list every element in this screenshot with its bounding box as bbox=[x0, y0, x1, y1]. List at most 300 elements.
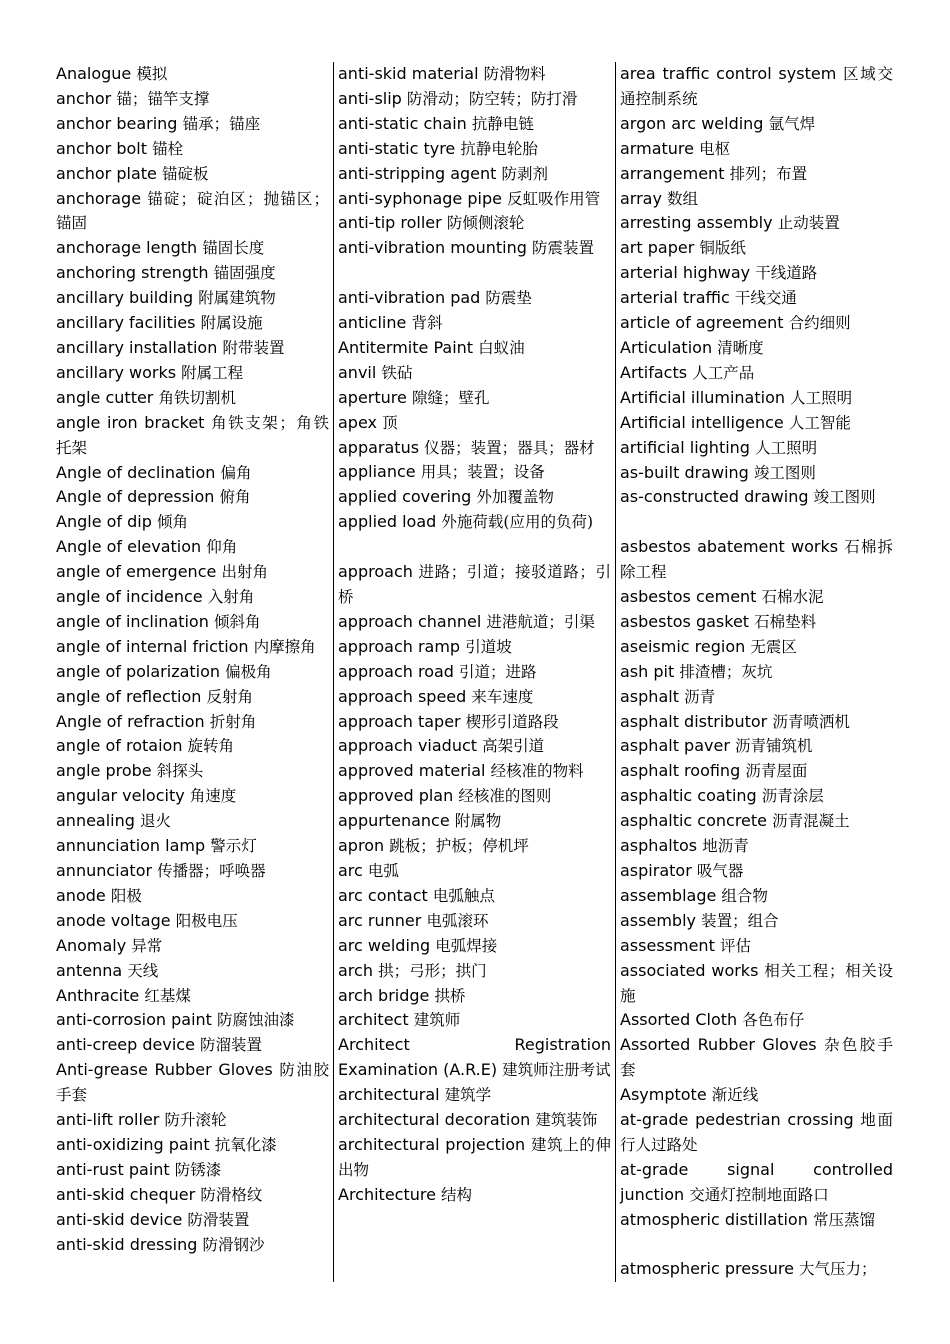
term-english: apron bbox=[338, 836, 385, 856]
term-english: Architecture bbox=[338, 1184, 436, 1204]
term-english: anti-corrosion paint bbox=[56, 1010, 212, 1030]
term-english: Angle of depression bbox=[56, 487, 215, 507]
glossary-entry bbox=[56, 1183, 329, 1208]
term-chinese: 抗静电链 bbox=[471, 114, 534, 133]
glossary-entry bbox=[338, 211, 611, 236]
term-english: applied covering bbox=[338, 487, 472, 507]
term-english: architectural decoration bbox=[338, 1110, 531, 1130]
glossary-entry bbox=[620, 535, 893, 585]
glossary-entry bbox=[620, 1083, 893, 1108]
term-chinese: 倾角 bbox=[156, 513, 188, 532]
term-english: approved material bbox=[338, 761, 486, 781]
glossary-entry bbox=[56, 710, 329, 735]
term-chinese: 吸气器 bbox=[696, 861, 744, 880]
term-english: Artificial intelligence bbox=[620, 412, 784, 432]
term-english: article of agreement bbox=[620, 313, 784, 333]
term-english: arc welding bbox=[338, 935, 431, 955]
term-chinese: 电弧 bbox=[367, 861, 399, 880]
term-chinese: 阳极 bbox=[110, 886, 142, 905]
glossary-entry bbox=[620, 859, 893, 884]
glossary-entry bbox=[338, 859, 611, 884]
glossary-entry bbox=[56, 809, 329, 834]
term-chinese: 人工照明 bbox=[790, 388, 853, 407]
glossary-entry bbox=[56, 1158, 329, 1183]
glossary-entry bbox=[338, 62, 611, 87]
glossary-entry bbox=[620, 759, 893, 784]
term-chinese: 锚碇板 bbox=[161, 164, 209, 183]
term-chinese: 旋转角 bbox=[187, 737, 235, 756]
term-chinese: 背斜 bbox=[411, 314, 443, 333]
glossary-page bbox=[56, 62, 894, 1282]
glossary-entry bbox=[620, 236, 893, 261]
term-chinese: 仪器；装置；器具；器材 bbox=[424, 438, 595, 457]
term-english: asphaltic concrete bbox=[620, 811, 767, 831]
glossary-entry bbox=[338, 485, 611, 510]
glossary-entry bbox=[56, 311, 329, 336]
glossary-entry bbox=[56, 934, 329, 959]
term-chinese: 排渣槽；灰坑 bbox=[679, 662, 773, 681]
glossary-entry bbox=[338, 734, 611, 759]
glossary-entry bbox=[620, 162, 893, 187]
term-chinese: 合约细则 bbox=[788, 314, 851, 333]
term-chinese: 防腐蚀油漆 bbox=[217, 1011, 295, 1030]
glossary-entry bbox=[620, 884, 893, 909]
term-chinese: 沥青涂层 bbox=[761, 787, 824, 806]
term-chinese: 铁砧 bbox=[381, 363, 413, 382]
glossary-entry bbox=[56, 734, 329, 759]
term-chinese: 防油胶手套 bbox=[56, 1061, 329, 1105]
glossary-entry bbox=[620, 411, 893, 436]
glossary-entry bbox=[56, 386, 329, 411]
term-chinese: 石棉水泥 bbox=[761, 588, 824, 607]
glossary-entry bbox=[338, 436, 611, 461]
term-english: anchor bbox=[56, 88, 112, 108]
term-chinese: 传播器；呼唤器 bbox=[157, 862, 266, 880]
term-english: architectural bbox=[338, 1085, 440, 1105]
term-chinese: 反虹吸作用管 bbox=[507, 189, 601, 208]
term-chinese: 区域交通控制系统 bbox=[620, 65, 893, 108]
glossary-entry bbox=[56, 236, 329, 261]
glossary-entry bbox=[56, 485, 329, 510]
glossary-entry bbox=[620, 336, 893, 361]
term-chinese: 经核准的物料 bbox=[490, 762, 584, 781]
term-english: assembly bbox=[620, 910, 696, 930]
term-english: angle of inclination bbox=[56, 611, 209, 631]
glossary-entry bbox=[620, 585, 893, 610]
term-chinese: 电枢 bbox=[699, 139, 731, 158]
glossary-entry bbox=[56, 759, 329, 784]
term-english: Analogue bbox=[56, 64, 132, 83]
glossary-entry bbox=[56, 635, 329, 660]
glossary-entry bbox=[338, 934, 611, 959]
term-english: anchorage bbox=[56, 188, 142, 208]
term-english: artificial lighting bbox=[620, 437, 750, 457]
term-chinese: 引道坡 bbox=[465, 637, 512, 656]
term-english: anvil bbox=[338, 362, 377, 382]
glossary-entry bbox=[56, 137, 329, 162]
blank-line bbox=[338, 261, 611, 286]
glossary-entry bbox=[56, 461, 329, 486]
term-english: angle of reflection bbox=[56, 686, 202, 706]
term-chinese: 防震装置 bbox=[531, 239, 594, 258]
term-english: Asymptote bbox=[620, 1085, 707, 1105]
term-english: art paper bbox=[620, 238, 695, 258]
term-chinese: 退火 bbox=[140, 812, 172, 831]
term-chinese: 杂色胶手套 bbox=[620, 1036, 893, 1080]
term-english: approach speed bbox=[338, 686, 467, 706]
term-chinese: 红基煤 bbox=[144, 986, 191, 1005]
glossary-entry bbox=[620, 685, 893, 710]
term-english: Articulation bbox=[620, 337, 713, 357]
term-chinese: 氩气焊 bbox=[768, 114, 816, 133]
term-english: anticline bbox=[338, 313, 407, 333]
term-english: architectural projection bbox=[338, 1134, 526, 1154]
glossary-entry bbox=[338, 1108, 611, 1133]
glossary-entry bbox=[338, 87, 611, 112]
term-english: ancillary installation bbox=[56, 337, 218, 357]
term-english: ancillary building bbox=[56, 288, 194, 308]
term-chinese: 异常 bbox=[131, 936, 163, 955]
term-english: asphaltic coating bbox=[620, 786, 757, 806]
glossary-entry bbox=[620, 62, 893, 112]
glossary-entry bbox=[56, 859, 329, 884]
term-english: atmospheric pressure bbox=[620, 1259, 794, 1279]
term-chinese: 内摩擦角 bbox=[253, 637, 316, 656]
term-english: asphalt paver bbox=[620, 736, 730, 756]
term-english: anti-skid chequer bbox=[56, 1184, 196, 1204]
glossary-entry bbox=[620, 1257, 893, 1282]
term-english: anti-static tyre bbox=[338, 138, 456, 158]
term-chinese: 入射角 bbox=[207, 588, 255, 607]
glossary-entry bbox=[338, 510, 611, 535]
term-chinese: 外施荷载(应用的负荷) bbox=[441, 513, 593, 532]
term-english: anti-vibration pad bbox=[338, 288, 481, 308]
term-chinese: 电弧滚环 bbox=[426, 911, 489, 930]
term-english: angle probe bbox=[56, 761, 152, 781]
term-english: angle of internal friction bbox=[56, 636, 249, 656]
glossary-entry bbox=[56, 187, 329, 237]
glossary-entry bbox=[338, 834, 611, 859]
term-chinese: 组合物 bbox=[721, 886, 768, 905]
glossary-entry bbox=[56, 1108, 329, 1133]
term-english: angle cutter bbox=[56, 387, 154, 407]
term-chinese: 防滑格纹 bbox=[200, 1185, 263, 1204]
glossary-entry bbox=[338, 610, 611, 635]
glossary-entry bbox=[56, 162, 329, 187]
term-english: annunciator bbox=[56, 861, 153, 880]
glossary-entry bbox=[338, 1008, 611, 1033]
glossary-entry bbox=[56, 87, 329, 112]
term-english: arch bbox=[338, 960, 373, 980]
term-chinese: 防剥剂 bbox=[501, 164, 549, 183]
term-english: anti-creep device bbox=[56, 1035, 195, 1055]
term-chinese: 铜版纸 bbox=[699, 239, 746, 258]
term-english: approach taper bbox=[338, 711, 461, 731]
term-chinese: 大气压力； bbox=[799, 1260, 877, 1279]
glossary-entry bbox=[56, 610, 329, 635]
term-english: aperture bbox=[338, 387, 407, 407]
term-chinese: 止动装置 bbox=[777, 214, 840, 233]
term-chinese: 斜探头 bbox=[156, 762, 204, 781]
term-english: arc bbox=[338, 860, 363, 880]
glossary-entry bbox=[56, 1208, 329, 1233]
glossary-entry bbox=[620, 784, 893, 809]
term-chinese: 竣工图则 bbox=[753, 463, 816, 482]
glossary-entry bbox=[338, 286, 611, 311]
term-chinese: 拱；弓形；拱门 bbox=[378, 961, 487, 980]
term-english: ancillary works bbox=[56, 362, 177, 382]
term-english: anti-static chain bbox=[338, 113, 467, 133]
term-english: arresting assembly bbox=[620, 213, 773, 233]
term-chinese: 人工产品 bbox=[692, 363, 755, 382]
term-chinese: 引道；进路 bbox=[459, 662, 537, 681]
term-chinese: 来车速度 bbox=[471, 687, 534, 706]
term-english: approach viaduct bbox=[338, 736, 478, 756]
term-english: applied load bbox=[338, 512, 437, 532]
glossary-entry bbox=[338, 162, 611, 187]
term-chinese: 沥青 bbox=[684, 687, 716, 706]
term-english: asphaltos bbox=[620, 836, 698, 856]
term-chinese: 建筑学 bbox=[444, 1086, 492, 1105]
glossary-entry bbox=[56, 560, 329, 585]
term-chinese: 隙缝；壁孔 bbox=[411, 388, 490, 407]
term-english: anti-skid device bbox=[56, 1209, 183, 1229]
column-divider bbox=[615, 62, 616, 1282]
glossary-entry bbox=[338, 112, 611, 137]
term-english: anti-skid material bbox=[338, 64, 479, 83]
term-chinese: 仰角 bbox=[206, 538, 238, 557]
glossary-entry bbox=[56, 336, 329, 361]
glossary-entry bbox=[338, 809, 611, 834]
term-chinese: 抗氧化漆 bbox=[214, 1135, 277, 1154]
glossary-entry bbox=[338, 187, 611, 212]
term-chinese: 模拟 bbox=[136, 65, 168, 83]
blank-line bbox=[620, 510, 893, 535]
term-chinese: 警示灯 bbox=[210, 837, 257, 856]
glossary-entry bbox=[56, 286, 329, 311]
term-chinese: 石棉拆除工程 bbox=[620, 538, 893, 582]
term-english: Artifacts bbox=[620, 362, 688, 382]
term-english: anchor bearing bbox=[56, 113, 178, 133]
glossary-entry bbox=[620, 834, 893, 859]
glossary-entry bbox=[338, 1083, 611, 1108]
term-chinese: 倾斜角 bbox=[213, 612, 261, 631]
term-chinese: 附属建筑物 bbox=[198, 289, 276, 308]
term-english: architect bbox=[338, 1010, 409, 1030]
term-chinese: 楔形引道路段 bbox=[465, 712, 559, 731]
term-english: anchoring strength bbox=[56, 263, 209, 283]
glossary-entry bbox=[338, 411, 611, 436]
glossary-entry bbox=[338, 336, 611, 361]
glossary-entry bbox=[56, 261, 329, 286]
glossary-entry bbox=[620, 261, 893, 286]
term-chinese: 沥青屋面 bbox=[745, 762, 808, 781]
glossary-entry bbox=[620, 1108, 893, 1158]
blank-line bbox=[338, 535, 611, 560]
term-chinese: 顶 bbox=[382, 413, 398, 432]
term-english: arterial traffic bbox=[620, 288, 730, 308]
term-english: anti-oxidizing paint bbox=[56, 1134, 210, 1154]
term-english: ash pit bbox=[620, 661, 675, 681]
glossary-entry bbox=[338, 959, 611, 984]
glossary-column-2 bbox=[338, 62, 611, 1282]
term-chinese: 清晰度 bbox=[717, 338, 764, 357]
term-english: Angle of dip bbox=[56, 512, 152, 532]
glossary-entry bbox=[338, 560, 611, 610]
term-chinese: 防锈漆 bbox=[174, 1160, 222, 1179]
term-chinese: 锚固强度 bbox=[213, 264, 276, 283]
term-chinese: 偏角 bbox=[220, 463, 252, 482]
glossary-entry bbox=[620, 286, 893, 311]
term-chinese: 拱桥 bbox=[434, 986, 466, 1005]
term-chinese: 阳极电压 bbox=[175, 911, 238, 930]
glossary-entry bbox=[56, 112, 329, 137]
glossary-entry bbox=[338, 884, 611, 909]
glossary-entry bbox=[56, 62, 329, 87]
term-english: angle of rotaion bbox=[56, 736, 183, 756]
glossary-entry bbox=[338, 311, 611, 336]
glossary-entry bbox=[338, 909, 611, 934]
term-english: Artificial illumination bbox=[620, 387, 785, 407]
term-english: anti-skid dressing bbox=[56, 1234, 198, 1254]
glossary-entry bbox=[620, 660, 893, 685]
term-english: approved plan bbox=[338, 786, 454, 806]
term-english: argon arc welding bbox=[620, 113, 764, 133]
term-chinese: 经核准的图则 bbox=[458, 787, 552, 806]
term-english: anti-lift roller bbox=[56, 1110, 160, 1130]
term-english: as-built drawing bbox=[620, 462, 749, 482]
glossary-entry bbox=[620, 959, 893, 1009]
term-english: assessment bbox=[620, 935, 715, 955]
term-english: arterial highway bbox=[620, 263, 751, 283]
term-chinese: 建筑师 bbox=[413, 1011, 461, 1030]
glossary-entry bbox=[338, 137, 611, 162]
term-english: Angle of refraction bbox=[56, 711, 205, 731]
term-english: appliance bbox=[338, 462, 416, 482]
term-chinese: 锚固长度 bbox=[202, 239, 265, 258]
term-english: annealing bbox=[56, 811, 135, 831]
term-english: arch bridge bbox=[338, 985, 430, 1005]
term-english: at-grade signal controlled junction bbox=[620, 1159, 893, 1204]
term-chinese: 排列；布置 bbox=[729, 164, 808, 183]
term-chinese: 防滑物料 bbox=[483, 65, 546, 83]
term-chinese: 电弧焊接 bbox=[435, 936, 498, 955]
term-english: arc contact bbox=[338, 885, 428, 905]
term-english: associated works bbox=[620, 960, 759, 980]
glossary-entry bbox=[620, 909, 893, 934]
term-chinese: 交通灯控制地面路口 bbox=[689, 1185, 829, 1204]
term-english: aseismic region bbox=[620, 636, 746, 656]
glossary-entry bbox=[338, 361, 611, 386]
term-chinese: 锚承；锚座 bbox=[182, 114, 261, 133]
term-chinese: 防滑装置 bbox=[187, 1210, 250, 1229]
term-chinese: 进路；引道；接驳道路；引桥 bbox=[338, 563, 611, 606]
term-english: approach road bbox=[338, 661, 454, 681]
term-english: asphalt distributor bbox=[620, 711, 768, 731]
term-english: ancillary facilities bbox=[56, 313, 196, 333]
glossary-entry bbox=[620, 211, 893, 236]
term-english: angle of incidence bbox=[56, 587, 203, 607]
term-chinese: 俯角 bbox=[219, 488, 251, 507]
term-english: Anthracite bbox=[56, 985, 140, 1005]
glossary-entry bbox=[620, 610, 893, 635]
term-chinese: 干线交通 bbox=[734, 289, 797, 308]
term-english: assemblage bbox=[620, 885, 717, 905]
glossary-entry bbox=[620, 710, 893, 735]
term-chinese: 偏极角 bbox=[225, 662, 272, 681]
term-english: anchor plate bbox=[56, 163, 157, 183]
glossary-entry bbox=[56, 585, 329, 610]
term-english: Angle of declination bbox=[56, 462, 216, 482]
glossary-entry bbox=[56, 1233, 329, 1258]
term-english: asbestos gasket bbox=[620, 611, 750, 631]
glossary-entry bbox=[56, 1133, 329, 1158]
term-chinese: 防震垫 bbox=[485, 289, 532, 308]
term-english: anti-syphonage pipe bbox=[338, 188, 502, 208]
glossary-entry bbox=[56, 361, 329, 386]
term-chinese: 抗静电轮胎 bbox=[460, 139, 538, 158]
term-english: Assorted Rubber Gloves bbox=[620, 1035, 817, 1055]
term-chinese: 附属物 bbox=[454, 812, 502, 831]
glossary-column-3 bbox=[620, 62, 893, 1282]
glossary-entry bbox=[620, 1208, 893, 1233]
term-english: armature bbox=[620, 138, 694, 158]
term-chinese: 出射角 bbox=[221, 563, 268, 582]
term-chinese: 建筑师注册考试 bbox=[502, 1061, 611, 1080]
term-chinese: 折射角 bbox=[209, 712, 257, 731]
term-english: as-constructed drawing bbox=[620, 487, 809, 507]
term-english: apparatus bbox=[338, 437, 420, 457]
glossary-entry bbox=[620, 1033, 893, 1083]
term-chinese: 附带装置 bbox=[222, 338, 285, 357]
term-chinese: 角铁支架；角铁托架 bbox=[56, 413, 329, 457]
glossary-entry bbox=[338, 759, 611, 784]
term-english: anti-vibration mounting bbox=[338, 238, 527, 258]
glossary-entry bbox=[56, 1058, 329, 1108]
term-english: Architect Registration Examination (A.R.E) bbox=[338, 1035, 611, 1080]
glossary-entry bbox=[620, 112, 893, 137]
glossary-entry bbox=[56, 510, 329, 535]
term-english: asbestos cement bbox=[620, 587, 757, 607]
term-chinese: 建筑装饰 bbox=[535, 1111, 598, 1130]
term-english: antenna bbox=[56, 960, 123, 980]
term-english: Antitermite Paint bbox=[338, 337, 474, 357]
glossary-entry bbox=[338, 236, 611, 261]
column-divider bbox=[333, 62, 334, 1282]
term-english: anti-stripping agent bbox=[338, 163, 497, 183]
term-english: asphalt roofing bbox=[620, 761, 741, 781]
glossary-entry bbox=[56, 984, 329, 1009]
term-chinese: 防溜装置 bbox=[200, 1036, 263, 1055]
glossary-entry bbox=[620, 809, 893, 834]
term-chinese: 角铁切割机 bbox=[158, 388, 236, 407]
term-chinese: 无震区 bbox=[750, 637, 797, 656]
term-chinese: 外加覆盖物 bbox=[476, 488, 554, 507]
term-chinese: 锚栓 bbox=[152, 139, 184, 158]
term-chinese: 干线道路 bbox=[755, 264, 818, 283]
term-english: atmospheric distillation bbox=[620, 1209, 808, 1229]
term-english: annunciation lamp bbox=[56, 836, 206, 856]
glossary-entry bbox=[56, 884, 329, 909]
term-chinese: 各色布仔 bbox=[742, 1011, 805, 1030]
glossary-entry bbox=[620, 934, 893, 959]
term-english: anti-rust paint bbox=[56, 1159, 170, 1179]
glossary-entry bbox=[620, 137, 893, 162]
glossary-entry bbox=[620, 436, 893, 461]
term-chinese: 结构 bbox=[441, 1185, 473, 1204]
glossary-entry bbox=[620, 386, 893, 411]
term-chinese: 装置；组合 bbox=[701, 911, 779, 930]
